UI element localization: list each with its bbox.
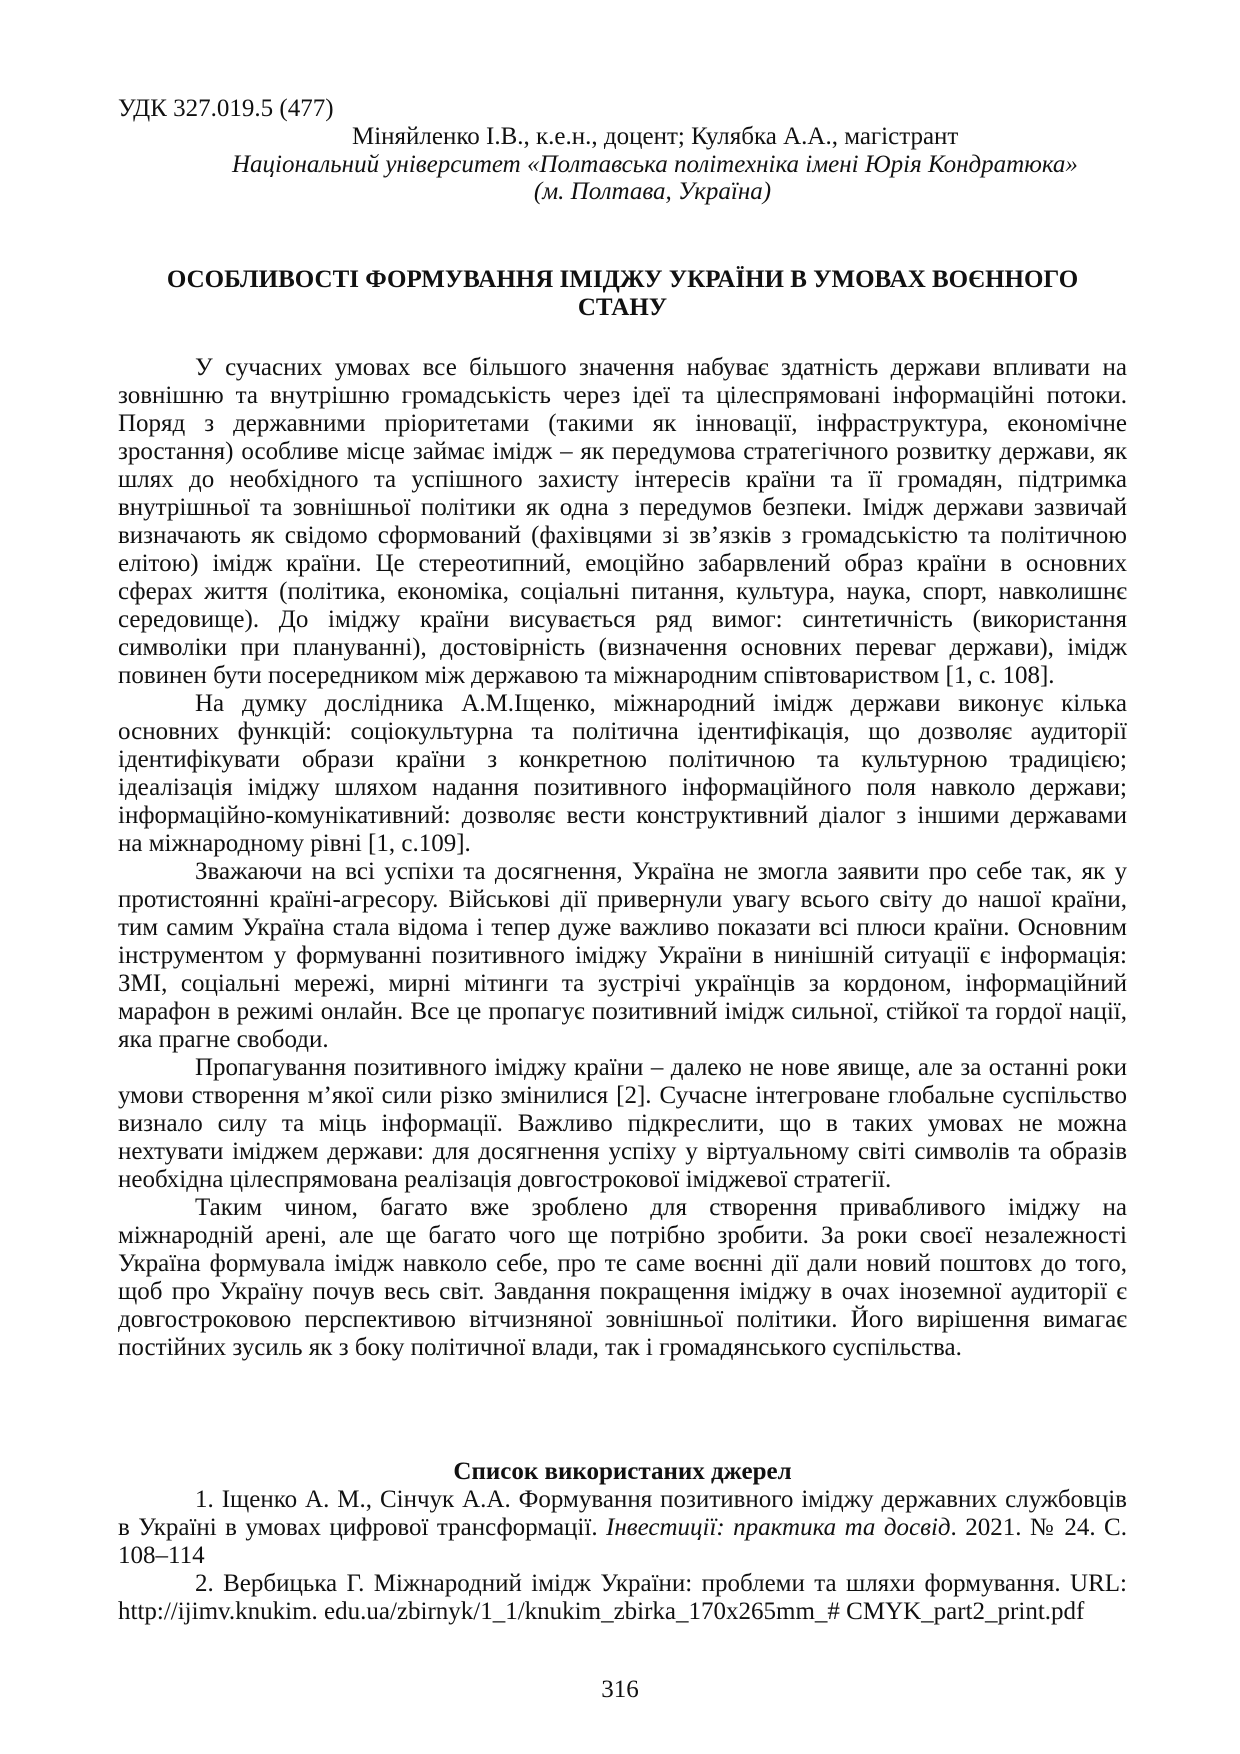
- text-line: ідеалізація іміджу шляхом надання позитивного інформаційного поля навколо держави;: [118, 774, 1127, 801]
- article-title: [118, 266, 1127, 322]
- text-line: ідентифікувати образи країни з конкретною політичною та культурною традицією;: [118, 746, 1127, 773]
- text-line: інструментом у формуванні позитивного іміджу України в нинішній ситуації є інформація:: [118, 942, 1127, 969]
- text-line: шлях до необхідного та успішного захисту інтересів країни та її громадян, підтримка: [118, 466, 1127, 493]
- text-line: міжнародній арені, але ще багато чого ще потрібно зробити. За роки своєї незалежності: [118, 1222, 1127, 1249]
- reference-item: [118, 1570, 1127, 1626]
- text-line: У сучасних умовах все більшого значення набуває здатність держави впливати на: [195, 354, 1127, 381]
- text-line: протистоянні країні-агресору. Військові дії привернули увагу всього світу до нашої країни,: [118, 886, 1127, 913]
- text-line: основних функцій: соціокультурна та політична ідентифікація, що дозволяє аудиторії: [118, 718, 1127, 745]
- text-line: нехтувати іміджем держави: для досягнення успіху у віртуальному світі символів та образів: [118, 1138, 1127, 1165]
- text-line: визначають як свідомо сформований (фахівцями зі зв’язків з громадськістю та політичною: [118, 522, 1127, 549]
- paragraph: [118, 354, 1127, 690]
- text-line: зростання) особливе місце займає імідж – як передумова стратегічного розвитку держави, як: [118, 438, 1127, 465]
- text-line: марафон в режимі онлайн. Все це пропагує позитивний імідж сильної, стійкої та гордої нації,: [118, 998, 1127, 1025]
- text-line: внутрішньої та зовнішньої політики як одна з передумов безпеки. Імідж держави зазвичай: [118, 494, 1127, 521]
- title-line-2: СТАНУ: [577, 294, 668, 321]
- text-line: Пропагування позитивного іміджу країни – далеко не нове явище, але за останні роки: [195, 1054, 1127, 1081]
- text-line: повинен бути посередником між державою та міжнародним співтовариством [1, с. 108].: [118, 662, 1055, 689]
- text-line: ЗМІ, соціальні мережі, мирні мітинги та зустрічі українців за кордоном, інформаційний: [118, 970, 1127, 997]
- text-line: зовнішню та внутрішню громадськість через ідеї та цілеспрямовані інформаційні потоки.: [118, 382, 1127, 409]
- text-line: Поряд з державними пріоритетами (такими як інновації, інфраструктура, економічне: [118, 410, 1127, 437]
- reference-item: [118, 1486, 1127, 1570]
- text-line: Україна формувала імідж навколо себе, про те саме воєнні дії дали новий поштовх до того,: [118, 1250, 1127, 1277]
- text-line: необхідна цілеспрямована реалізація довгострокової іміджевої стратегії.: [118, 1166, 892, 1193]
- reference-text: . 2021. № 24. С.: [950, 1514, 1127, 1541]
- title-line-1: ОСОБЛИВОСТІ ФОРМУВАННЯ ІМІДЖУ УКРАЇНИ В УМОВАХ ВОЄННОГО: [166, 266, 1079, 293]
- paragraph: [118, 858, 1127, 1054]
- text-line: середовище). До іміджу країни висувається ряд вимог: синтетичність (використання: [118, 606, 1127, 633]
- article-body: [118, 354, 1127, 1362]
- affiliation: Національний університет «Полтавська політехніка імені Юрія Кондратюка»: [232, 151, 1078, 178]
- text-line: інформаційно-комунікативний: дозволяє вести конструктивний діалог з іншими державами: [118, 802, 1127, 829]
- text-line: Зважаючи на всі успіхи та досягнення, Україна не змогла заявити про себе так, як у: [195, 858, 1127, 885]
- text-line: символіки при плануванні), достовірність (визначення основних переваг держави), імідж: [118, 634, 1127, 661]
- reference-text: в Україні в умовах цифрової трансформації.: [118, 1514, 606, 1541]
- reference-line: [118, 1514, 1127, 1542]
- paragraph: [118, 1054, 1127, 1194]
- reference-line: 1. Іщенко А. М., Сінчук А.А. Формування позитивного іміджу державних службовців: [195, 1486, 1127, 1513]
- authors: Міняйленко І.В., к.е.н., доцент; Кулябка А.А., магістрант: [352, 123, 959, 150]
- udc-code: УДК 327.019.5 (477): [118, 95, 334, 122]
- reference-line: 2. Вербицька Г. Міжнародний імідж України: проблеми та шляхи формування. URL:: [195, 1570, 1127, 1597]
- paragraph: [118, 1194, 1127, 1362]
- text-line: щоб про Україну почув весь світ. Завдання покращення іміджу в очах іноземної аудиторії є: [118, 1278, 1127, 1305]
- text-line: тим самим Україна стала відома і тепер дуже важливо показати всі плюси країни. Основним: [118, 914, 1127, 941]
- page-number: 316: [601, 1676, 639, 1703]
- references-heading: Список використаних джерел: [453, 1458, 792, 1485]
- text-line: На думку дослідника А.М.Іщенко, міжнародний імідж держави виконує кілька: [195, 690, 1127, 717]
- text-line: постійних зусиль як з боку політичної влади, так і громадянського суспільства.: [118, 1334, 962, 1361]
- references-list: [118, 1486, 1127, 1626]
- text-line: сферах життя (політика, економіка, соціальні питання, культура, наука, спорт, навколишнє: [118, 578, 1127, 605]
- paragraph: [118, 690, 1127, 858]
- text-line: елітою) імідж країни. Це стереотипний, емоційно забарвлений образ країни в основних: [118, 550, 1127, 577]
- reference-url: http://ijimv.knukim. edu.ua/zbirnyk/1_1/knukim_zbirka_170x265mm_# CMYK_part2_print.pdf: [118, 1598, 1085, 1625]
- reference-line: 108–114: [118, 1542, 205, 1569]
- text-line: яка прагне свободи.: [118, 1026, 329, 1053]
- text-line: Таким чином, багато вже зроблено для створення привабливого іміджу на: [195, 1194, 1127, 1221]
- text-line: умови створення м’якої сили різко змінилися [2]. Сучасне інтегроване глобальне суспільство: [118, 1082, 1127, 1109]
- text-line: на міжнародному рівні [1, с.109].: [118, 830, 471, 857]
- journal-title: Інвестиції: практика та досвід: [606, 1514, 951, 1541]
- text-line: довгостроковою перспективою вітчизняної зовнішньої політики. Його вирішення вимагає: [118, 1306, 1127, 1333]
- city: (м. Полтава, Україна): [533, 178, 772, 205]
- text-line: визнало силу та міць інформації. Важливо підкреслити, що в таких умовах не можна: [118, 1110, 1127, 1137]
